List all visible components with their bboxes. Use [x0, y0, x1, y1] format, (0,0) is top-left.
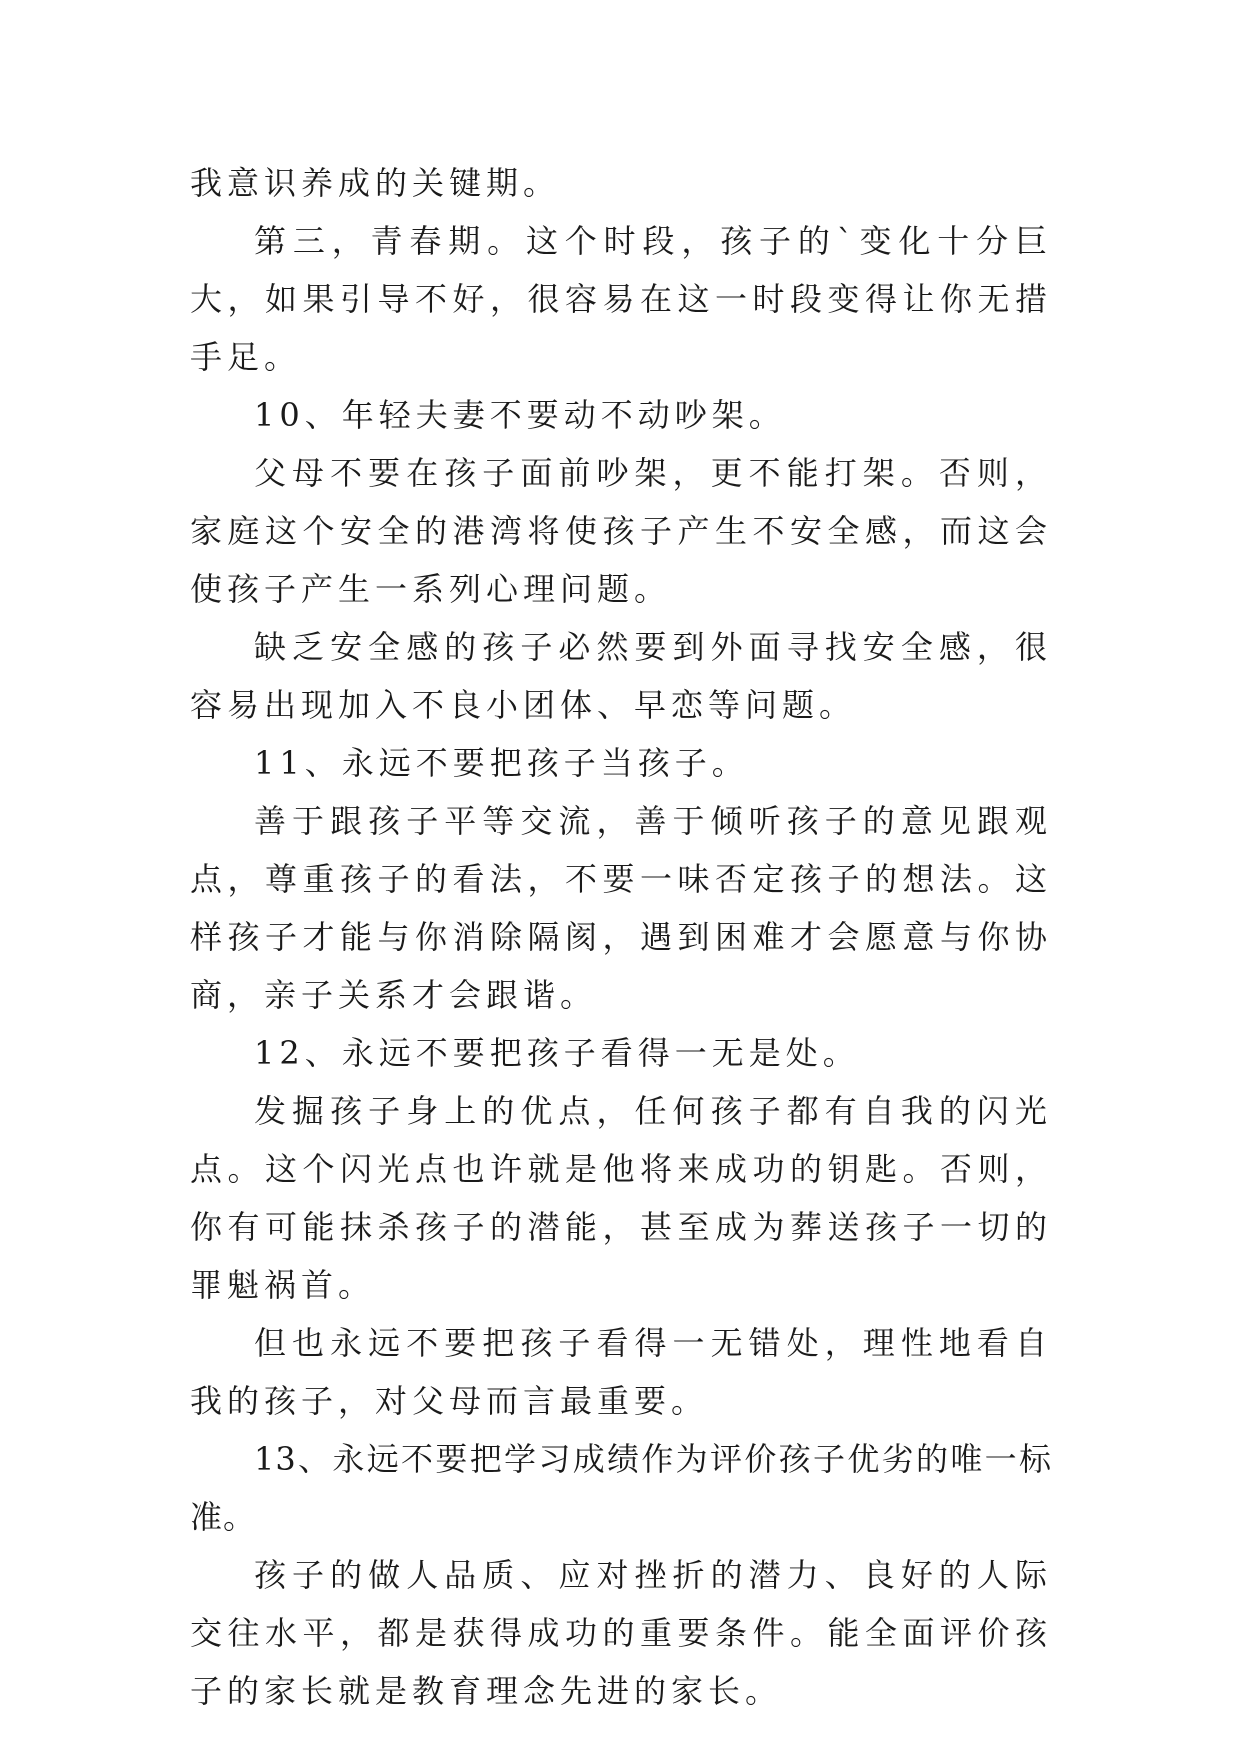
- heading-item-11: 11、永远不要把孩子当孩子。: [254, 744, 749, 782]
- paragraph-no-quarrel: 父母不要在孩子面前吵架，更不能打架。否则，家庭这个安全的港湾将使孩子产生不安全感，而这会使孩子产生一系列心理问题。: [190, 454, 1052, 608]
- paragraph-comprehensive-evaluation: 孩子的做人品质、应对挫折的潜力、良好的人际交往水平，都是获得成功的重要条件。能全面评价孩子的家长就是教育理念先进的家长。: [190, 1556, 1052, 1710]
- heading-item-10: 10、年轻夫妻不要动不动吵架。: [254, 396, 786, 434]
- paragraph-lack-security: 缺乏安全感的孩子必然要到外面寻找安全感，很容易出现加入不良小团体、早恋等问题。: [190, 628, 1052, 724]
- document-body: [190, 154, 1052, 1720]
- heading-item-12: 12、永远不要把孩子看得一无是处。: [254, 1034, 860, 1072]
- paragraph-continuation: 我意识养成的关键期。: [190, 164, 561, 202]
- paragraph-adolescence: 第三，青春期。这个时段，孩子的`变化十分巨大，如果引导不好，很容易在这一时段变得让你无措手足。: [190, 222, 1052, 376]
- heading-item-13: 13、永远不要把学习成绩作为评价孩子优劣的唯一标准。: [190, 1440, 1052, 1536]
- paragraph-equal-communication: 善于跟孩子平等交流，善于倾听孩子的意见跟观点，尊重孩子的看法，不要一味否定孩子的想法。这样孩子才能与你消除隔阂，遇到困难才会愿意与你协商，亲子关系才会跟谐。: [190, 802, 1052, 1014]
- paragraph-rational-view: 但也永远不要把孩子看得一无错处，理性地看自我的孩子，对父母而言最重要。: [190, 1324, 1052, 1420]
- paragraph-strengths: 发掘孩子身上的优点，任何孩子都有自我的闪光点。这个闪光点也许就是他将来成功的钥匙。否则，你有可能抹杀孩子的潜能，甚至成为葬送孩子一切的罪魁祸首。: [190, 1092, 1052, 1304]
